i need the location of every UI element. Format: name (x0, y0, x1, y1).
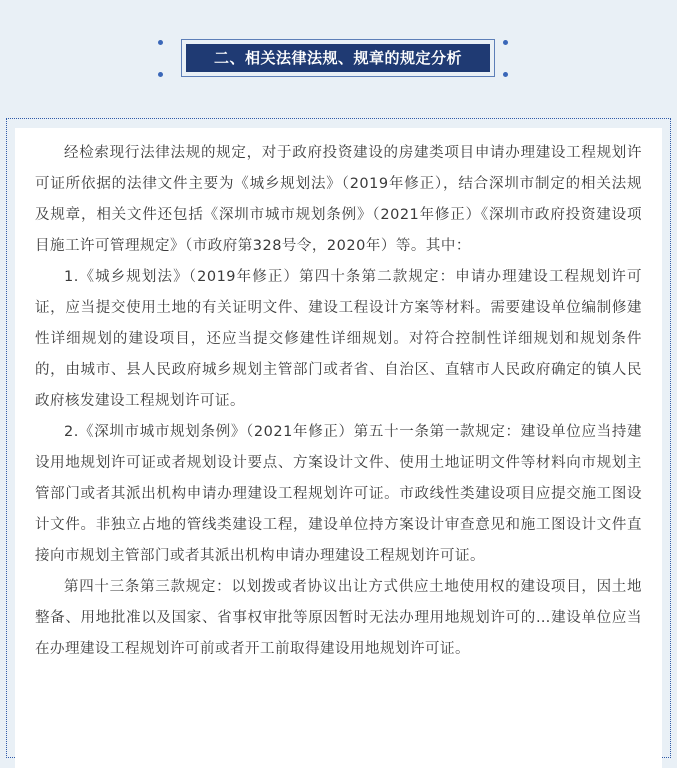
section-title-frame (181, 39, 495, 77)
article-body (35, 138, 642, 665)
decor-dot-top-right (503, 40, 508, 45)
content-card (15, 128, 662, 768)
paragraph-intro: 经检索现行法律法规的规定，对于政府投资建设的房建类项目申请办理建设工程规划许可证所依据的法律文件主要为《城乡规划法》（2019年修正），结合深圳市制定的相关法规及规章，相关文件还包括《深圳市城市规划条例》（2021年修正）《深圳市政府投资建设项目施工许可管理规定》（市政府第328号令，2020年）等。其中： (35, 145, 642, 254)
section-title: 二、相关法律法规、规章的规定分析 (186, 44, 490, 72)
paragraph-article-43: 第四十三条第三款规定：以划拨或者协议出让方式供应土地使用权的建设项目，因土地整备、用地批准以及国家、省事权审批等原因暂时无法办理用地规划许可的…建设单位应当在办理建设工程规划许可前或者开工前取得建设用地规划许可证。 (35, 579, 642, 657)
decor-dot-bottom-left (158, 72, 163, 77)
decor-dot-bottom-right (503, 72, 508, 77)
paragraph-urban-rural-planning-law: 1.《城乡规划法》（2019年修正）第四十条第二款规定：申请办理建设工程规划许可证，应当提交使用土地的有关证明文件、建设工程设计方案等材料。需要建设单位编制修建性详细规划的建设项目，还应当提交修建性详细规划。对符合控制性详细规划和规划条件的，由城市、县人民政府城乡规划主管部门或者省、自治区、直辖市人民政府确定的镇人民政府核发建设工程规划许可证。 (35, 269, 642, 409)
paragraph-shenzhen-planning-regulation: 2.《深圳市城市规划条例》（2021年修正）第五十一条第一款规定：建设单位应当持建设用地规划许可证或者规划设计要点、方案设计文件、使用土地证明文件等材料向市规划主管部门或者其派出机构申请办理建设工程规划许可证。市政线性类建设项目应提交施工图设计文件。非独立占地的管线类建设工程，建设单位持方案设计审查意见和施工图设计文件直接向市规划主管部门或者其派出机构申请办理建设工程规划许可证。 (35, 424, 642, 564)
content-frame (6, 118, 671, 758)
decor-dot-top-left (158, 40, 163, 45)
section-header (0, 0, 677, 118)
